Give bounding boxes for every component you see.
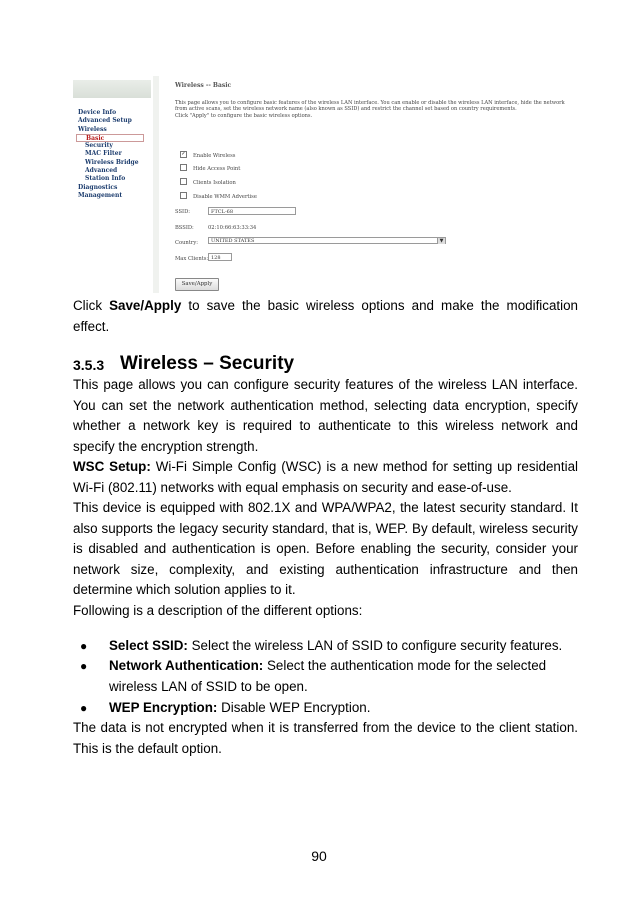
list-item [109, 698, 579, 719]
checkbox-label: Enable Wireless [193, 153, 236, 159]
country-select-value: UNITED STATES [211, 238, 255, 244]
bullet-icon: ● [80, 639, 88, 653]
bullet-icon: ● [80, 659, 88, 673]
router-main-panel [159, 76, 577, 293]
checkbox-label: Disable WMM Advertise [193, 194, 257, 200]
router-menu-item[interactable]: MAC Filter [85, 150, 122, 158]
list-item-text: Disable WEP Encryption. [217, 700, 371, 715]
bssid-value: 02:10:66:63:33:34 [208, 225, 257, 231]
router-menu-item[interactable]: Wireless [78, 125, 107, 133]
chevron-down-icon[interactable]: ▼ [437, 238, 445, 244]
max-clients-input[interactable]: 128 [208, 253, 232, 261]
closing-paragraph: The data is not encrypted when it is transferred from the device to the client station. This is the default option. [73, 720, 578, 756]
max-clients-label: Max Clients: [175, 256, 209, 262]
intro-pre: Click [73, 298, 110, 313]
router-menu-item[interactable]: Basic [76, 134, 144, 142]
list-item [109, 656, 579, 697]
checkbox-label: Clients Isolation [193, 180, 236, 186]
router-menu-item[interactable]: Advanced [85, 167, 118, 175]
checkbox[interactable]: ✓ [181, 151, 186, 157]
ssid-label: SSID: [175, 209, 190, 215]
router-checkbox-row [180, 165, 240, 172]
checkbox[interactable] [180, 178, 187, 185]
router-menu-item[interactable]: Station Info [85, 175, 126, 183]
save-apply-button[interactable]: Save/Apply [175, 278, 219, 291]
country-label: Country: [175, 240, 199, 246]
list-item-text: Select the wireless LAN of SSID to configure security features. [187, 638, 563, 653]
router-description-text: This page allows you to configure basic features of the wireless LAN interface. You can enable or disable the wireless LAN interface, hide the network from active scans, set the wireless network name (also known as SSID) and restrict the channel set based on country requirements. [175, 100, 565, 113]
list-item-label: WEP Encryption: [109, 700, 218, 715]
paragraph-options-lead: Following is a description of the different options: [73, 602, 363, 618]
router-menu [78, 109, 153, 200]
checkbox[interactable] [180, 192, 187, 199]
page-number: 90 [311, 848, 327, 864]
body-text [73, 375, 578, 621]
wsc-label: WSC Setup: [73, 459, 151, 474]
list-item [109, 636, 579, 657]
router-menu-item[interactable]: Security [85, 142, 113, 150]
intro-bold: Save/Apply [109, 298, 182, 313]
router-checkbox-row [180, 152, 235, 159]
intro-paragraph [73, 296, 578, 337]
router-sidebar [73, 76, 153, 293]
router-menu-item[interactable]: Advanced Setup [78, 117, 132, 125]
ssid-input[interactable]: FTCL-68 [208, 207, 296, 215]
checkbox-label: Hide Access Point [193, 166, 241, 172]
list-item-label: Network Authentication: [109, 658, 264, 673]
wsc-text: Wi-Fi Simple Config (WSC) is a new method for setting up residential Wi-Fi (802.11) networks with equal emphasis on security and ease-of-use. [73, 459, 579, 495]
paragraph-intro: This page allows you can configure security features of the wireless LAN interface. You can set the network authentication method, selecting data encryption, specify whether a network key is required to authenticate to this wireless network and specify the encryption strength. [73, 377, 578, 454]
list-item-text: Select the authentication mode for the selected wireless LAN of SSID to be open. [109, 658, 547, 694]
router-menu-item[interactable]: Management [78, 191, 123, 199]
router-description-apply-hint: Click "Apply" to configure the basic wireless options. [175, 112, 313, 119]
router-checkbox-row [180, 193, 257, 200]
router-logo [73, 80, 151, 98]
router-menu-item[interactable]: Device Info [78, 109, 117, 116]
router-page-title: Wireless -- Basic [175, 82, 232, 89]
router-screenshot [73, 76, 577, 293]
intro-post: to save the basic wireless options and make the modification effect. [73, 298, 579, 334]
paragraph-wsc [73, 457, 578, 498]
router-page-description [175, 100, 575, 119]
bullet-icon: ● [80, 701, 88, 715]
router-menu-item[interactable]: Diagnostics [78, 183, 118, 191]
country-select[interactable] [208, 237, 446, 244]
section-number: 3.5.3 [73, 357, 105, 373]
paragraph-standards: This device is equipped with 802.1X and WPA/WPA2, the latest security standard. It also supports the legacy security standard, that is, WEP. By default, wireless security is disabled and authentication is open. Before enabling the security, consider your network size, complexity, and existing authentication infrastructure and then determine which solution applies to it. [73, 500, 578, 597]
router-checkbox-row [180, 179, 236, 186]
router-menu-item[interactable]: Wireless Bridge [85, 158, 139, 166]
list-item-label: Select SSID: [109, 638, 188, 653]
checkbox[interactable] [180, 164, 187, 171]
section-title: Wireless – Security [120, 353, 295, 374]
bssid-label: BSSID: [175, 225, 194, 231]
